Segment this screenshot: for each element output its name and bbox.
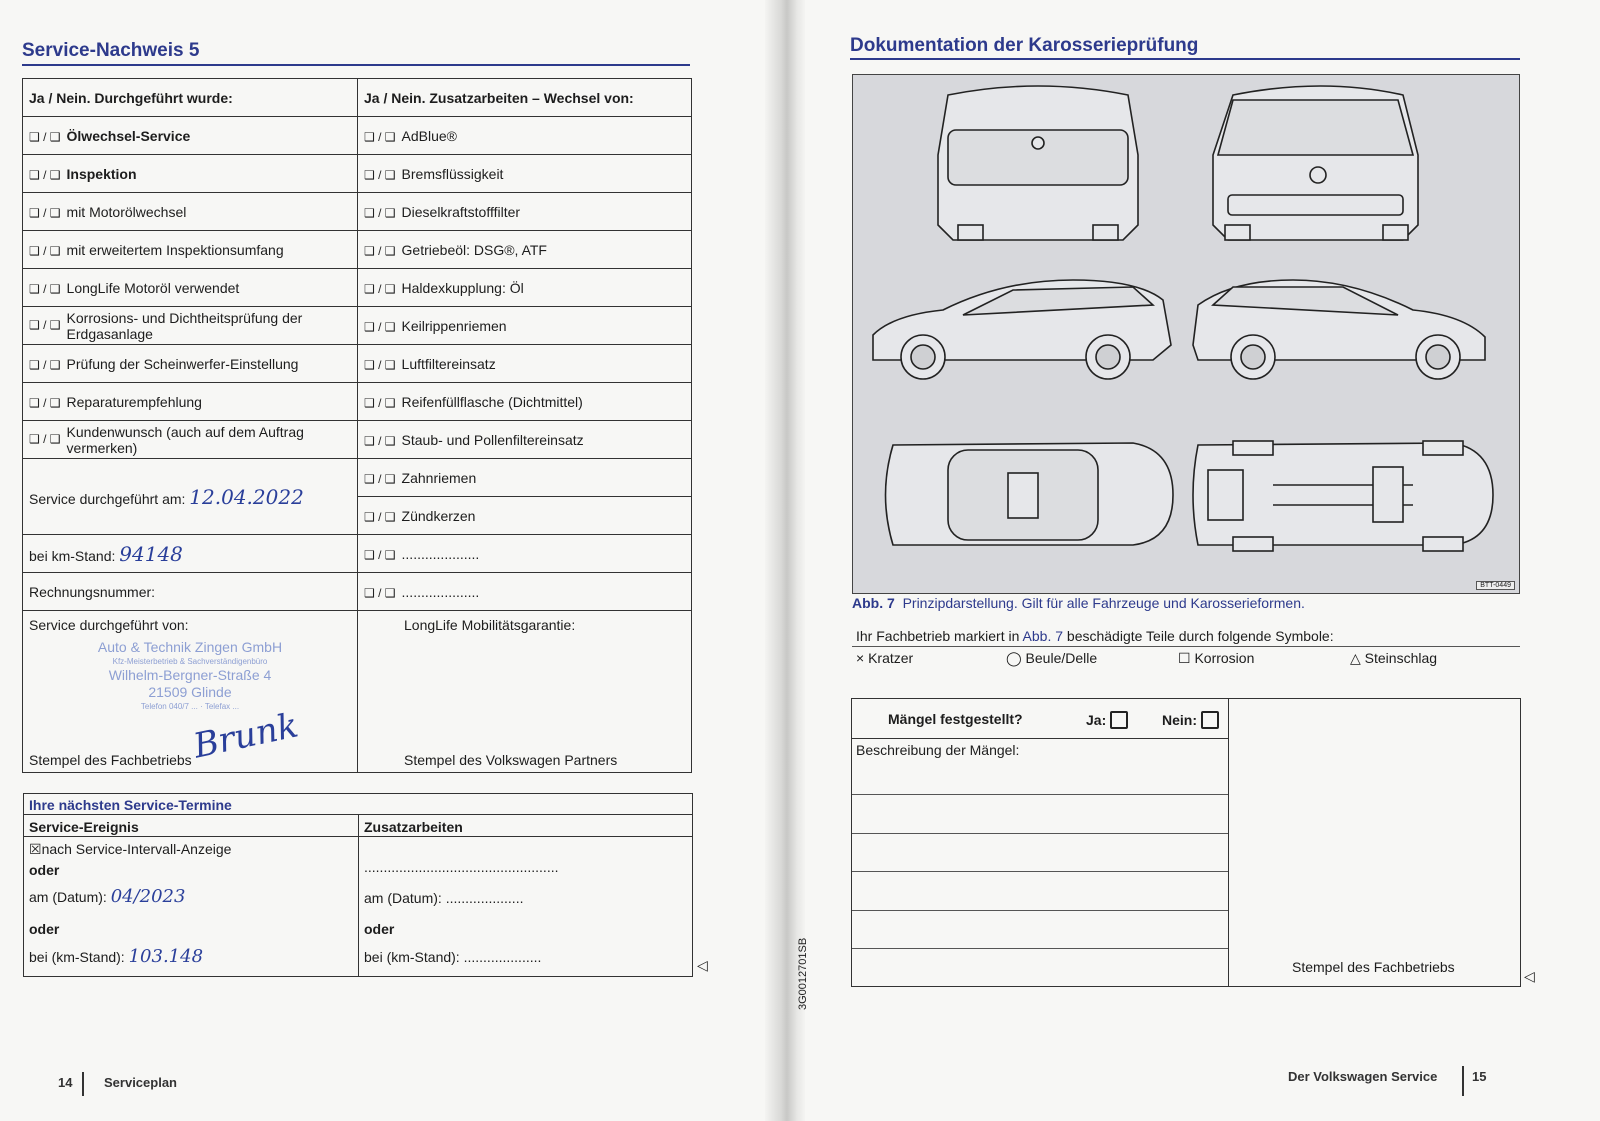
table-row: ❑ / ❑ mit Motorölwechsel [23,193,358,231]
checkbox-pair[interactable]: ❑ / ❑ [29,318,61,333]
symbol-scratch: × Kratzer [856,650,914,666]
page-number-right: 15 [1472,1069,1487,1084]
checkbox-pair[interactable]: ❑ / ❑ [364,585,396,600]
table-row: ❑ / ❑ Bremsflüssigkeit [358,155,692,193]
car-diagram [852,74,1520,594]
stamp-right-caption: Stempel des Volkswagen Partners [404,752,618,768]
checkbox-pair[interactable]: ❑ / ❑ [29,243,61,258]
symbol-stone-chip: △ Steinschlag [1350,650,1438,666]
side-code: 3G0012701SB [797,937,809,1010]
col1-header: Ja / Nein. Durchgeführt wurde: [23,79,358,117]
page-title: Service-Nachweis 5 [22,40,200,61]
performed-by-label: Service durchgeführt von: [29,617,189,633]
table-row: ❑ / ❑ .................... [358,535,692,573]
next-service-title: Ihre nächsten Service-Termine [29,797,232,813]
oder-label: oder [364,921,395,937]
continue-arrow: ◁ [697,957,708,973]
page-title-right: Dokumentation der Karosserieprüfung [850,35,1199,56]
continue-arrow-right: ◁ [1524,968,1535,984]
extra-work-line[interactable]: .................................................. [364,859,559,875]
checkbox-pair[interactable]: ❑ / ❑ [364,205,396,220]
symbols-intro: Ihr Fachbetrieb markiert in Abb. 7 beschädigte Teile durch folgende Symbole: [856,628,1334,644]
table-row: ❑ / ❑ AdBlue® [358,117,692,155]
checkbox-pair[interactable]: ❑ / ❑ [29,357,61,372]
car-outlines [853,75,1519,587]
symbol-corrosion: ☐ Korrosion [1178,650,1255,666]
table-row: ❑ / ❑ Korrosions- und Dichtheitsprüfung der Erdgasanlage [23,307,358,345]
checkbox-pair[interactable]: ❑ / ❑ [29,129,61,144]
table-row: ❑ / ❑ Kundenwunsch (auch auf dem Auftrag vermerken) [23,421,358,459]
page-number-left: 14 [58,1075,73,1090]
next-km-row: bei (km-Stand): 103.148 [29,946,204,967]
footer-label-right: Der Volkswagen Service [1288,1069,1438,1084]
defects-description-label: Beschreibung der Mängel: [856,742,1020,758]
next-date-value[interactable]: 04/2023 [110,886,186,907]
checkbox-pair[interactable]: ❑ / ❑ [29,281,61,296]
checkbox-pair[interactable]: ❑ / ❑ [364,281,396,296]
defects-yes[interactable]: Ja: [1086,711,1128,729]
checkbox-pair[interactable]: ❑ / ❑ [364,547,396,562]
table-row: ❑ / ❑ Haldexkupplung: Öl [358,269,692,307]
next-date-row: am (Datum): 04/2023 [29,886,186,907]
km-label: bei km-Stand: [29,547,116,564]
checkbox-pair[interactable]: ❑ / ❑ [29,432,61,447]
table-row: ❑ / ❑ Luftfiltereinsatz [358,345,692,383]
footer-label-left: Serviceplan [104,1075,177,1090]
stamp-left-caption: Stempel des Fachbetriebs [29,752,192,768]
checkbox-pair[interactable]: ❑ / ❑ [364,395,396,410]
col2-header: Ja / Nein. Zusatzarbeiten – Wechsel von: [358,79,692,117]
company-stamp: Auto & Technik Zingen GmbH Kfz-Meisterbetrieb & Sachverständigenbüro Wilhelm-Bergner-Straße 4 21509 Glinde Telefon 040/7 ... · Telefax ... [97,639,283,711]
next-col1-header: Service-Ereignis [29,819,139,835]
service-date-label: Service durchgeführt am: [29,490,186,507]
service-table [22,78,692,773]
stamp-caption-right: Stempel des Fachbetriebs [1292,959,1455,975]
checkbox-pair[interactable]: ❑ / ❑ [364,243,396,258]
performed-by-cell [23,611,358,773]
symbol-dent: ◯ Beule/Delle [1006,650,1098,666]
oder-label: oder [29,862,60,878]
table-row: ❑ / ❑ Keilrippenriemen [358,307,692,345]
extra-date-row: am (Datum): .................... [364,890,524,906]
checkbox-pair[interactable]: ❑ / ❑ [29,205,61,220]
interval-option[interactable]: ☒nach Service-Intervall-Anzeige [29,841,232,857]
defects-no[interactable]: Nein: [1162,711,1219,729]
km-cell [23,535,358,573]
table-row: ❑ / ❑ Zündkerzen [358,497,692,535]
extra-km-row: bei (km-Stand): .................... [364,949,542,965]
defects-box [851,698,1521,987]
table-row: ❑ / ❑ Ölwechsel-Service [23,117,358,155]
km-value[interactable]: 94148 [119,541,183,566]
checkbox-pair[interactable]: ❑ / ❑ [29,395,61,410]
checkbox-pair[interactable]: ❑ / ❑ [364,319,396,334]
figure-caption: Abb. 7 Prinzipdarstellung. Gilt für alle Fahrzeuge und Karosserieformen. [852,595,1305,611]
next-km-value[interactable]: 103.148 [128,946,204,967]
table-row: ❑ / ❑ Getriebeöl: DSG®, ATF [358,231,692,269]
invoice-cell: Rechnungsnummer: [23,573,358,611]
checkbox-pair[interactable]: ❑ / ❑ [364,357,396,372]
table-row: ❑ / ❑ Reparaturempfehlung [23,383,358,421]
defects-question: Mängel festgestellt? [888,711,1023,727]
figure-code: BTT-0449 [1476,581,1515,590]
checkbox-pair[interactable]: ❑ / ❑ [364,433,396,448]
table-row: ❑ / ❑ Inspektion [23,155,358,193]
title-rule-right [850,58,1520,60]
table-row: ❑ / ❑ LongLife Motoröl verwendet [23,269,358,307]
checkbox-pair[interactable]: ❑ / ❑ [364,471,396,486]
table-row: ❑ / ❑ Dieselkraftstofffilter [358,193,692,231]
next-col2-header: Zusatzarbeiten [364,819,463,835]
table-row: ❑ / ❑ Staub- und Pollenfiltereinsatz [358,421,692,459]
table-row: ❑ / ❑ Reifenfüllflasche (Dichtmittel) [358,383,692,421]
title-rule [22,64,690,66]
mobility-label: LongLife Mobilitätsgarantie: [404,617,576,633]
table-row: ❑ / ❑ Prüfung der Scheinwerfer-Einstellung [23,345,358,383]
signature: Brunk [189,705,302,767]
checkbox-pair[interactable]: ❑ / ❑ [29,167,61,182]
table-row: ❑ / ❑ mit erweitertem Inspektionsumfang [23,231,358,269]
table-row: ❑ / ❑ .................... [358,573,692,611]
checkbox-pair[interactable]: ❑ / ❑ [364,129,396,144]
checkbox-pair[interactable]: ❑ / ❑ [364,167,396,182]
service-date-cell [23,459,358,535]
service-date-value[interactable]: 12.04.2022 [189,484,304,509]
oder-label: oder [29,921,60,937]
next-service-box [23,793,693,977]
table-row: ❑ / ❑ Zahnriemen [358,459,692,497]
mobility-cell [358,611,692,773]
checkbox-pair[interactable]: ❑ / ❑ [364,509,396,524]
